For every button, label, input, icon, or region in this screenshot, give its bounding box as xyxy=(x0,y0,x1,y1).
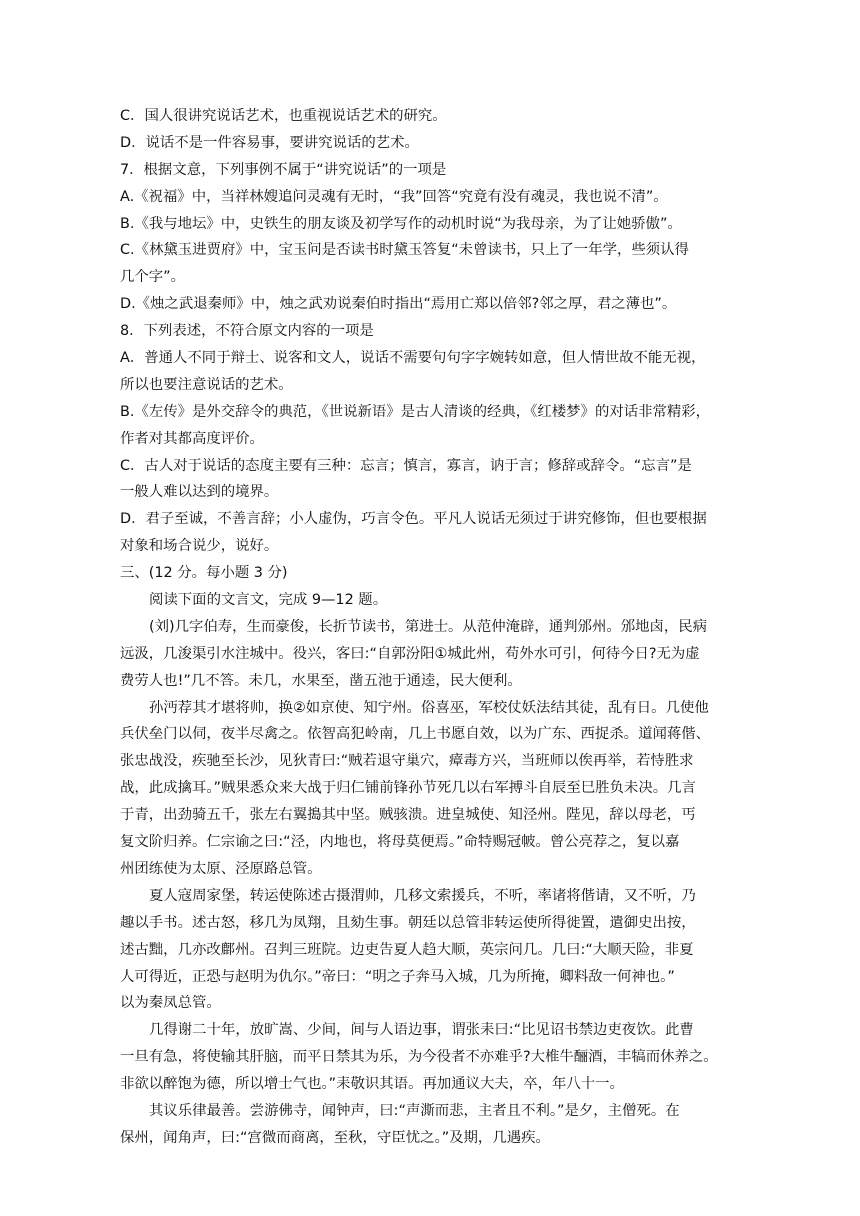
option-d: D．说话不是一件容易事，要讲究说话的艺术。 xyxy=(120,134,419,151)
q7-option-b: B.《我与地坛》中，史铁生的朋友谈及初学写作的动机时说“为我母亲，为了让她骄傲”。 xyxy=(120,215,682,232)
reading-instruction: 阅读下面的文言文，完成 9—12 题。 xyxy=(149,592,388,609)
q8-option-b: B.《左传》是外交辞令的典范，《世说新语》是古人清谈的经典，《红楼梦》的对话非常精彩， xyxy=(120,403,711,420)
passage-line: 以为秦凤总管。 xyxy=(120,995,221,1012)
q8-option-c: C．古人对于说话的态度主要有三种：忘言；慎言，寡言，讷于言；修辞或辞令。“忘言”是 xyxy=(120,457,692,474)
passage-line: 一旦有急，将使输其肝脑，而平日禁其为乐，为今役者不亦难乎?大椎牛酾酒，丰犒而休养之。 xyxy=(120,1049,718,1066)
question-7: 7．根据文意，下列事例不属于“讲究说话”的一项是 xyxy=(120,161,447,178)
passage-line: 保州，闻角声，曰:“宫微而商离，至秋，守臣忧之。”及期，几遇疾。 xyxy=(120,1129,550,1146)
passage-line: 兵伏垒门以伺，夜半尽禽之。依智高犯岭南，几上书愿自效，以为广东、西捉杀。道闻蒋偕、 xyxy=(120,726,711,743)
passage-line: 州团练使为太原、泾原路总管。 xyxy=(120,860,322,877)
passage-line: 非欲以醉饱为德，所以增士气也。”耒敬识其语。再加通议大夫，卒，年八十一。 xyxy=(120,1076,624,1093)
passage-line: (刘)几字伯寿，生而豪俊，长折节读书，第进士。从范仲淹辟，通判邠州。邠地卤，民病 xyxy=(149,618,708,635)
q8-option-a: A．普通人不同于辩士、说客和文人，说话不需要句句字字婉转如意，但人情世故不能无视， xyxy=(120,350,706,367)
passage-line: 述古黜，几亦改鄜州。召判三班院。边吏告夏人趋大顺，英宗问几。几曰:“大顺天险，非夏 xyxy=(120,941,694,958)
passage-line: 人可得近，正恐与赵明为仇尔。”帝曰：“明之子奔马入城，几为所掩，卿料敌一何神也。” xyxy=(120,968,675,985)
passage-line: 夏人寇周家堡，转运使陈述古摄渭帅，几移文索援兵，不听，率诸将偕请，又不听，乃 xyxy=(149,887,696,904)
q8-option-d: D．君子至诚，不善言辞；小人虚伪，巧言令色。平凡人说话无须过于讲究修饰，但也要根据 xyxy=(120,511,707,528)
passage-line: 战，此成擒耳。”贼果悉众来大战于归仁铺前锋孙节死几以右军搏斗自辰至巳胜负未决。几言 xyxy=(120,780,696,797)
passage-line: 复文阶归养。仁宗谕之曰:“泾，内地也，将母莫便焉。”命特赐冠帔。曾公亮荐之，复以嘉 xyxy=(120,834,680,851)
document-body xyxy=(120,103,740,1152)
q7-option-c: C.《林黛玉进贾府》中，宝玉问是否读书时黛玉答复“未曾读书，只上了一年学，些须认得 xyxy=(120,242,689,259)
q7-option-a: A.《祝福》中，当祥林嫂追问灵魂有无时，“我”回答“究竟有没有魂灵，我也说不清”。 xyxy=(120,188,668,205)
passage-line: 几得谢二十年，放旷嵩、少间，间与人语边事，谓张耒曰:“比见诏书禁边吏夜饮。此曹 xyxy=(149,1022,694,1039)
q8-option-b-cont: 作者对其都高度评价。 xyxy=(120,430,264,447)
q7-option-d: D.《烛之武退秦师》中，烛之武劝说秦伯时指出“焉用亡郑以倍邻?邻之厚，君之薄也”。 xyxy=(120,296,677,313)
section-three-heading: 三、(12 分。每小题 3 分) xyxy=(120,565,288,582)
passage-line: 张忠战没，疾驰至长沙，见狄青曰:“贼若退守巢穴，瘴毒方兴，当班师以俟再举，若恃胜求 xyxy=(120,753,694,770)
passage-line: 远汲，几浚渠引水注城中。役兴，客曰:“自郭汾阳①城此州，苟外水可引，何待今日?无为虚 xyxy=(120,645,700,662)
q8-option-a-cont: 所以也要注意说话的艺术。 xyxy=(120,376,293,393)
option-c: C．国人很讲究说话艺术，也重视说话艺术的研究。 xyxy=(120,108,447,124)
question-8: 8．下列表述，不符合原文内容的一项是 xyxy=(120,323,374,340)
q8-option-c-cont: 一般人难以达到的境界。 xyxy=(120,484,279,501)
passage-line: 其议乐律最善。尝游佛寺，闻钟声，曰:“声澌而悲，主者且不利。”是夕，主僧死。在 xyxy=(149,1102,680,1119)
q7-option-c-cont: 几个字”。 xyxy=(120,269,186,286)
q8-option-d-cont: 对象和场合说少，说好。 xyxy=(120,538,279,555)
passage-line: 于青，出劲骑五千，张左右翼搗其中坚。贼骇溃。进皇城使、知泾州。陛见，辞以母老，丐 xyxy=(120,807,696,824)
passage-line: 孙沔荐其才堪将帅，换②如京使、知宁州。俗喜巫，军校仗妖法结其徒，乱有日。几使他 xyxy=(149,699,709,716)
passage-line: 费劳人也!”几不答。未几，水果至，凿五池于通逵，民大便利。 xyxy=(120,672,522,689)
passage-line: 趣以手书。述古怒，移几为凤翔，且劾生事。朝廷以总管非转运使所得徙置，遣御史出按， xyxy=(120,914,696,931)
